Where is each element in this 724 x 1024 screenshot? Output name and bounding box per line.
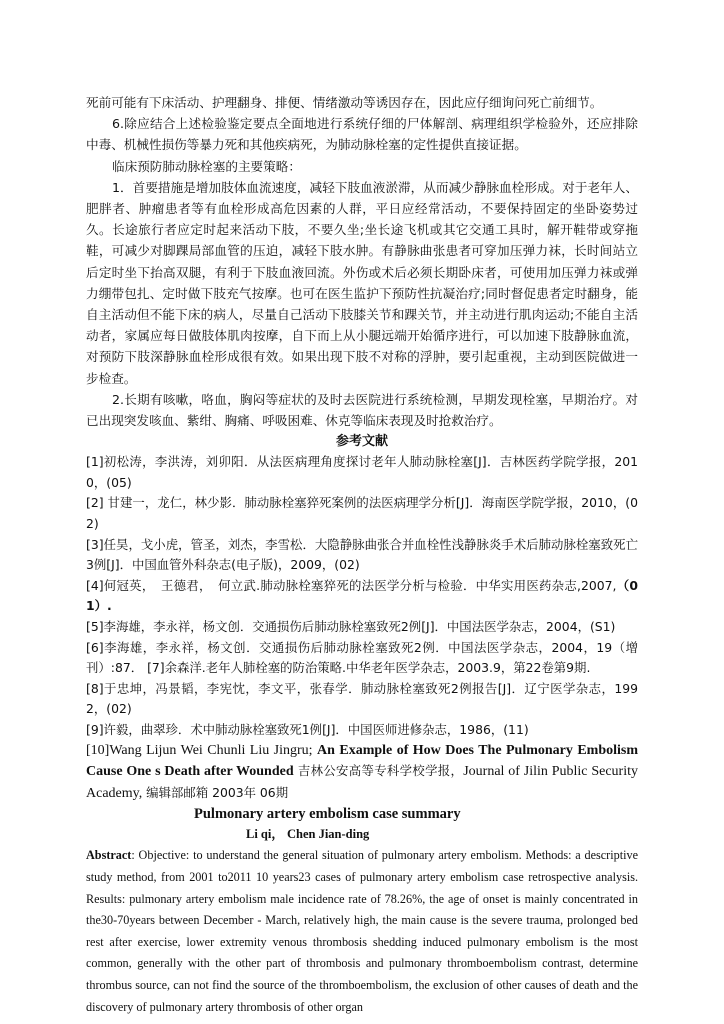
reference-journal-en: Journal of Jilin Public Security Academy,	[86, 764, 638, 801]
body-paragraph: 2.长期有咳嗽，咯血，胸闷等症状的及时去医院进行系统检测，早期发现栓塞，早期治疗。对已出现突发咳血、紫绀、胸痛、呼吸困难、休克等临床表现及时抢救治疗。	[86, 391, 638, 429]
reference-item: [2] 甘建一，龙仁，林少影．肺动脉栓塞猝死案例的法医病理学分析[J]．海南医学院学报，2010，(02)	[86, 495, 638, 532]
english-authors: Li qi， Chen Jian-ding	[246, 827, 370, 842]
body-paragraph: 死前可能有下床活动、护理翻身、排便、情绪激动等诱因存在，因此应仔细询问死亡前细节。	[86, 95, 603, 110]
document-page	[86, 92, 638, 1018]
body-paragraph: 临床预防肺动脉栓塞的主要策略：	[112, 158, 301, 174]
references-heading: 参考文献	[335, 434, 388, 450]
abstract-text: : Objective: to understand the general situation of pulmonary artery embolism. Methods: a descriptive study method, from 2001 to2011 10 years23 cases of pulmonary artery embolism case retrospective analysis. Results: pulmonary artery embolism male incidence rate of 78.26%, the age of onset is mainly concentrated in the30-70years between December - March, relatively high, the main cause is the severe trauma, prolonged bed rest after exercise, lower extremity venous thrombosis shedding induced pulmonary embolism is the most common, generally with the other part of thrombosis and pulmonary thromboembolism contrast, determine thrombus source, can not find the source of the thromboembolism, the exclusion of other causes of death and the discovery of pulmonary artery thrombosis of other organ	[86, 848, 638, 1014]
reference-date: 编辑部邮箱 2003年 06期	[142, 784, 289, 800]
english-abstract	[86, 845, 638, 1018]
body-paragraph: 6.除应结合上述检验鉴定要点全面地进行系统仔细的尸体解剖、病理组织学检验外，还应排除中毒、机械性损伤等暴力死和其他疾病死，为肺动脉栓塞的定性提供直接证据。	[86, 116, 638, 153]
body-paragraph: 1．首要措施是增加肢体血流速度，减轻下肢血液淤滞，从而减少静脉血栓形成。对于老年人、肥胖者、肿瘤患者等有血栓形成高危因素的人群，平日应经常活动，不要保持固定的坐卧姿势过久。长途旅行者应定时起来活动下肢，不要久坐;坐长途飞机或其它交通工具时，解开鞋带或穿拖鞋，可减少对脚踝局部血管的压迫，减轻下肢水肿。有静脉曲张患者可穿加压弹力袜，长时间站立后定时坐下抬高双腿，有利于下肢血液回流。外伤或术后必须长期卧床者，可使用加压弹力袜或弹力绷带包扎、定时做下肢充气按摩。也可在医生监护下预防性抗凝治疗;同时督促患者定时翻身，能自主活动但不能下床的病人，尽量自己活动下肢膝关节和踝关节，并主动进行肌肉运动;不能自主活动者，家属应每日做肢体肌肉按摩，自下而上从小腿远端开始循序进行，可以加速下肢静脉血流，对预防下肢深静脉血栓形成很有效。如果出现下肢不对称的浮肿，要引起重视，主动到医院做进一步检查。	[86, 179, 638, 386]
reference-text: [6]李海雄，李永祥，杨文创．交通损伤后肺动脉栓塞致死2例．中国法医学杂志，2004，19（增刊）:87．	[86, 639, 638, 676]
reference-item: [5]李海雄，李永祥，杨文创．交通损伤后肺动脉栓塞致死2例[J]．中国法医学杂志，2004，(S1)	[86, 619, 616, 634]
reference-journal-zh: 吉林公安高等专科学校学报，	[293, 763, 464, 779]
english-title: Pulmonary artery embolism case summary	[194, 806, 461, 823]
reference-text: [4]何冠英， 王德君， 何立武.肺动脉栓塞猝死的法医学分析与检验．中华实用医药杂志,2007,	[86, 577, 617, 593]
reference-text: [7]余森洋.老年人肺栓塞的防治策略.中华老年医学杂志，2003.9，第22卷第9期.	[147, 660, 591, 676]
reference-item	[86, 638, 638, 679]
reference-authors: [10]Wang Lijun Wei Chunli Liu Jingru;	[86, 742, 318, 758]
reference-item: [9]许毅，曲翠珍．术中肺动脉栓塞致死1例[J]．中国医师进修杂志，1986，(11)	[86, 721, 529, 737]
reference-item: [1]初松涛，李洪涛，刘卯阳．从法医病理角度探讨老年人肺动脉栓塞[J]．吉林医药学院学报，2010，(05)	[86, 454, 638, 490]
reference-item	[86, 741, 638, 805]
reference-item: [3]任昊，戈小虎，管圣，刘杰，李雪松．大隐静脉曲张合并血栓性浅静脉炎手术后肺动脉栓塞致死亡3例[J]．中国血管外科杂志(电子版)，2009，(02)	[86, 536, 638, 573]
reference-title: An Example of How Does The Pulmonary Embolism Cause One s Death after Wounded	[86, 742, 638, 780]
reference-item	[86, 576, 638, 617]
reference-issue: （01）.	[86, 577, 639, 614]
abstract-label: Abstract	[86, 848, 132, 863]
reference-item: [8]于忠坤，冯景韬，李宪忱，李文平，张春学．肺动脉栓塞致死2例报告[J]．辽宁医学杂志，1992，(02)	[86, 680, 638, 717]
